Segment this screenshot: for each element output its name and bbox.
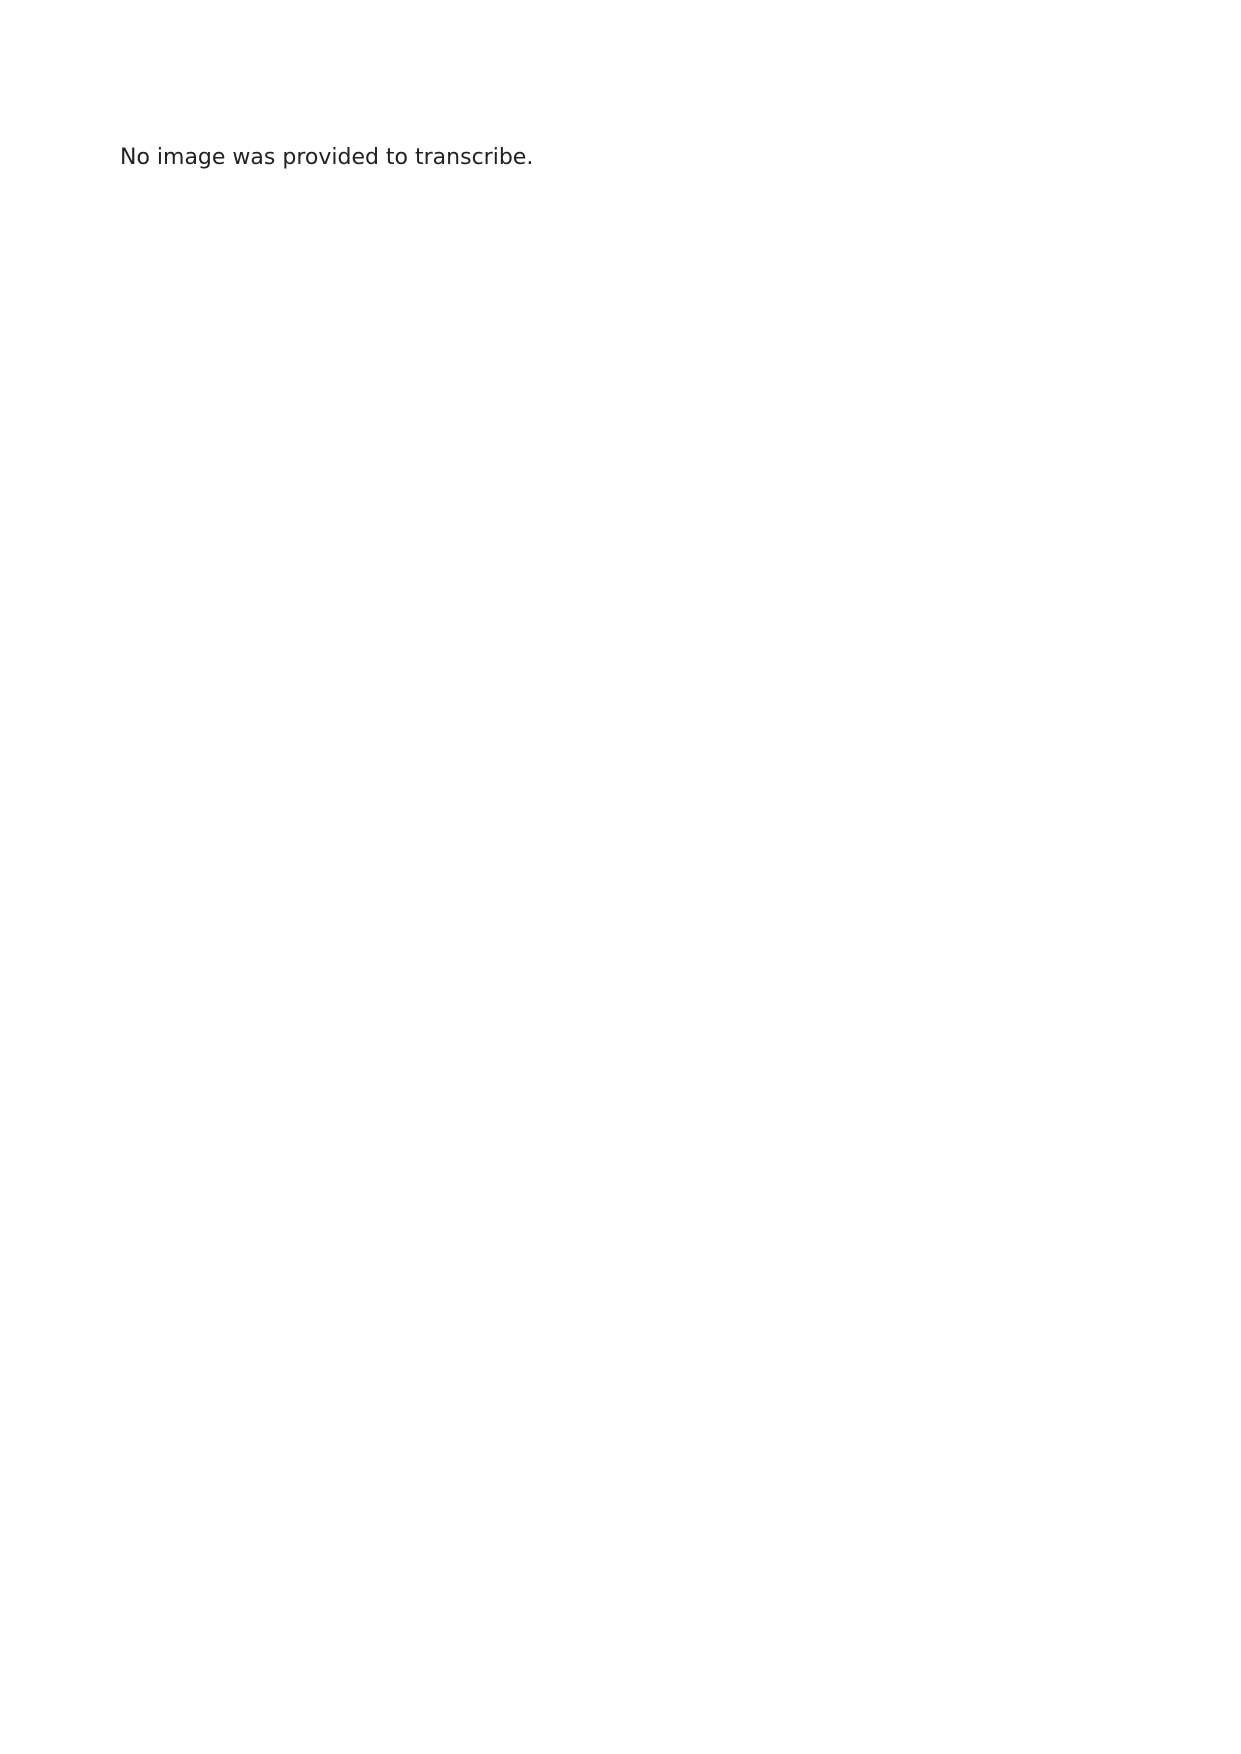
missing-image-notice: No image was provided to transcribe. <box>120 145 534 170</box>
